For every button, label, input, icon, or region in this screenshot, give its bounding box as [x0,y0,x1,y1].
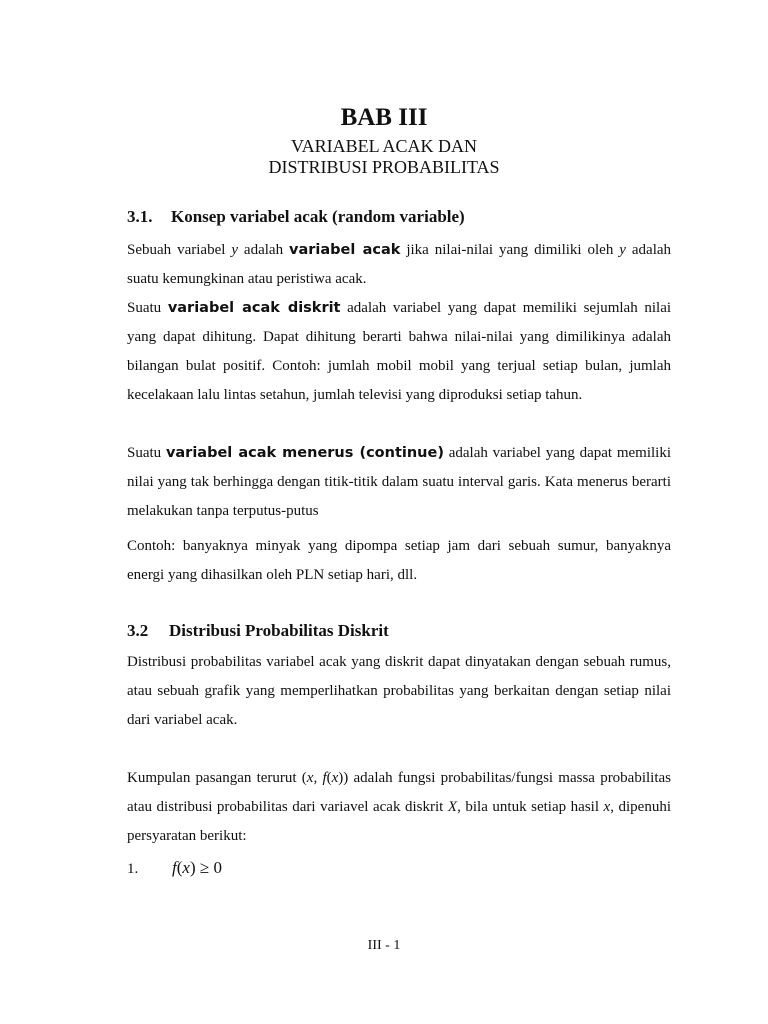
math-variable: x [182,858,190,877]
page-number: III - 1 [367,938,401,953]
condition-list-item [127,853,222,884]
chapter-subtitle-line2: DISTRIBUSI PROBABILITAS [268,157,500,177]
bold-term: variabel acak diskrit [167,300,341,316]
text-run: , dipenuhi persyaratan berikut: [127,799,672,844]
chapter-title: BAB III [340,104,428,131]
section-heading-3-1 [127,207,465,227]
text-run: Suatu [127,445,166,461]
math-variable: f [172,858,177,877]
section-number: 3.1. [127,207,153,226]
text-run: adalah variabel yang dapat memiliki nilai yang tak berhingga dengan titik-titik dalam suatu interval garis. Kata menerus berarti melakukan tanpa terputus-putus [127,445,672,519]
math-variable: X [447,799,458,815]
section-title: Konsep variabel acak (random variable) [171,207,465,226]
text-run: , bila untuk setiap hasil [457,799,604,815]
math-variable: x, [306,770,318,786]
paragraph-discrete-distribution: Distribusi probabilitas variabel acak yang diskrit dapat dinyatakan dengan sebuah rumus, atau sebuah grafik yang memperlihatkan probabilitas yang berkaitan dengan setiap nilai dari variabel acak. [127,654,671,728]
math-relation: ≥ 0 [195,858,222,877]
chapter-subtitle-line1: VARIABEL ACAK DAN [290,136,477,156]
paragraph-continuous-example: Contoh: banyaknya minyak yang dipompa setiap jam dari sebuah sumur, banyaknya energi yang dihasilkan oleh PLN setiap hari, dll. [127,538,671,583]
paragraph-random-variable-definition [127,236,671,294]
math-paren: ) [189,858,196,877]
math-paren: ( [176,858,183,877]
bold-term: variabel acak [289,242,401,258]
text-run: adalah suatu kemungkinan atau peristiwa acak. [127,242,672,287]
list-number: 1. [127,861,139,877]
text-run: adalah variabel yang dapat memiliki sejumlah nilai yang dapat dihitung. Dapat dihitung berarti bahwa nilai-nilai yang dimilikinya adalah bilangan bulat positif. Contoh: jumlah mobil mobil yang terjual setiap bulan, jumlah kecelakaan lalu lintas setahun, jumlah televisi yang diproduksi setiap tahun. [127,300,672,403]
math-variable: y [619,242,626,258]
math-variable: f [322,770,327,786]
text-run: Suatu [127,300,168,316]
math-variable: x [603,799,611,815]
section-heading-3-2 [127,621,389,641]
bold-term: variabel acak menerus (continue) [165,445,444,461]
text-run: )) adalah fungsi probabilitas/fungsi massa probabilitas atau distribusi probabilitas dari variavel acak diskrit [127,770,672,815]
math-variable: x [331,770,339,786]
text-run: ( [326,770,332,786]
paragraph-discrete-variable [127,294,671,410]
section-number: 3.2 [127,621,149,640]
text-run: Sebuah variabel [127,242,232,258]
paragraph-probability-function [127,764,671,851]
text-run: Kumpulan pasangan terurut ( [127,770,307,786]
math-variable: y [231,242,238,258]
section-title: Distribusi Probabilitas Diskrit [169,621,389,640]
paragraph-continuous-variable [127,439,671,526]
text-run: adalah [238,242,290,258]
text-run: jika nilai-nilai yang dimiliki oleh [400,242,620,258]
formula [172,858,222,877]
